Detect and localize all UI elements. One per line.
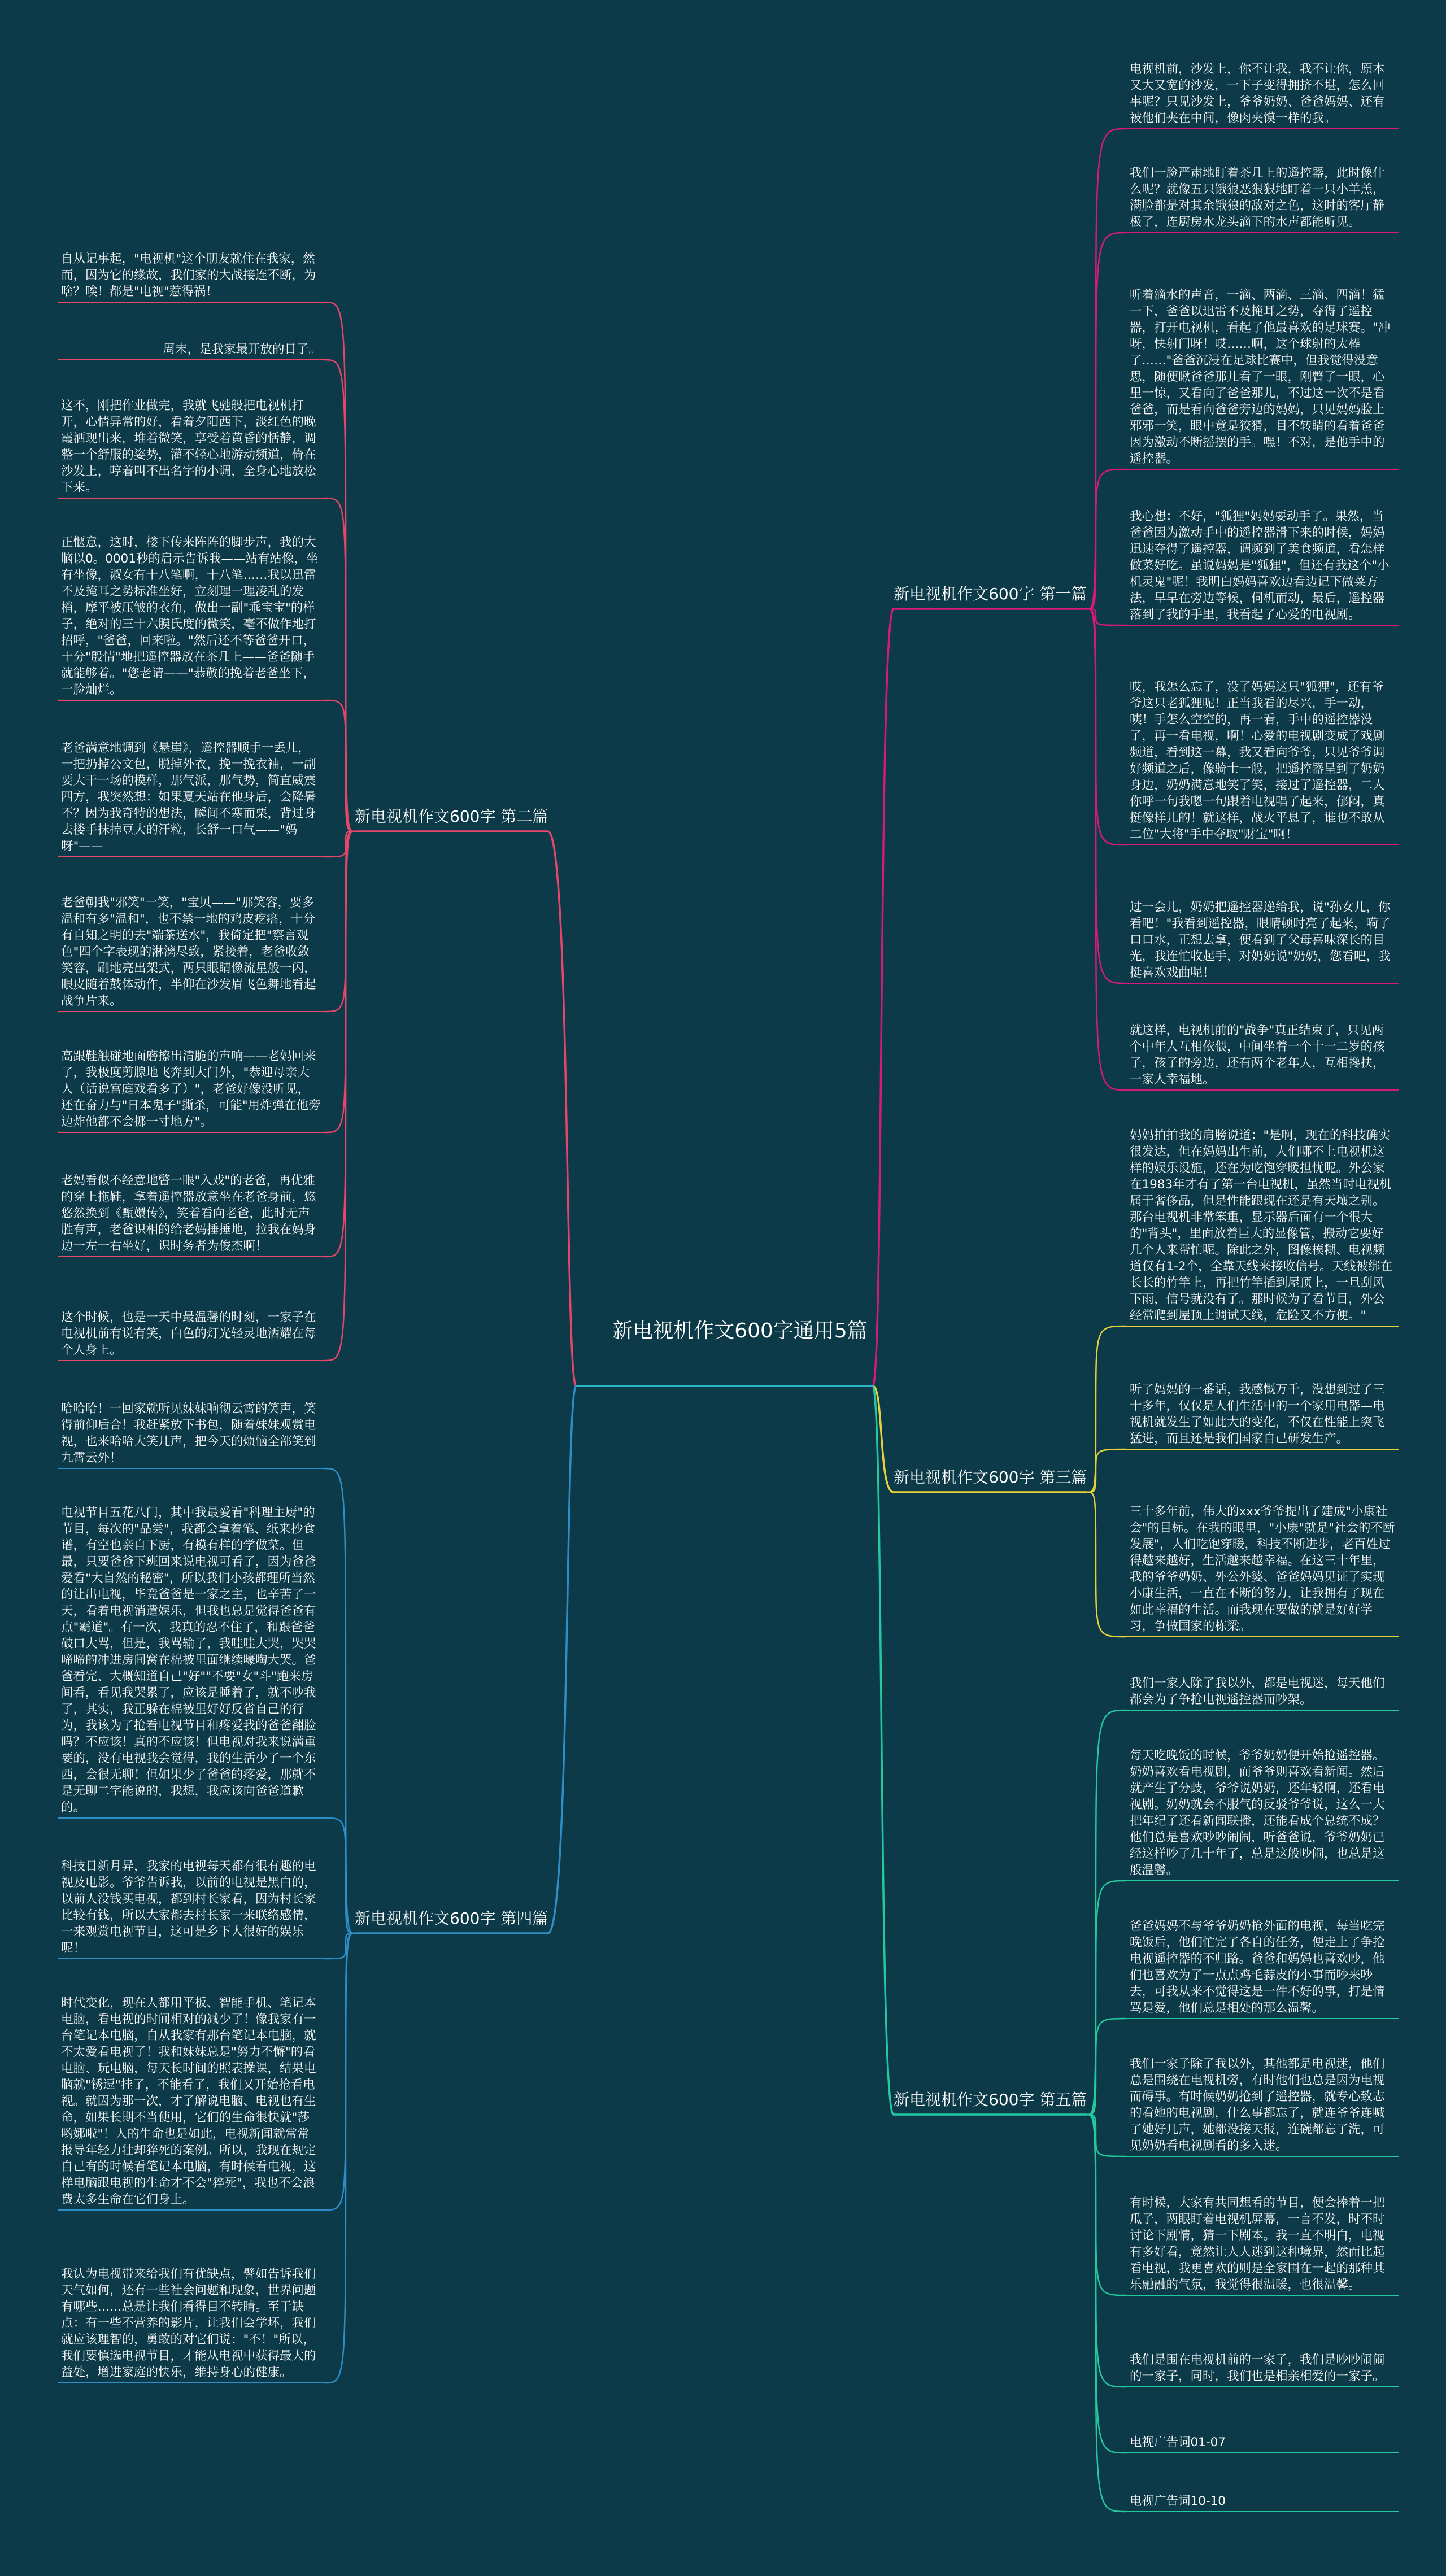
leaf-connector-b5-1 xyxy=(1087,1710,1126,2115)
leaf-b1-1: 电视机前，沙发上，你不让我，我不让你，原本又大又宽的沙发，一下子变得拥挤不堪，怎么回事呢？只见沙发上，爷爷奶奶、爸爸妈妈、还有被他们夹在中间，像肉夹馍一样的我。 xyxy=(1130,62,1385,125)
branch-connector-2 xyxy=(548,831,576,1386)
branch-topic-3: 新电视机作文600字 第三篇 xyxy=(894,1468,1087,1487)
leaf-b1-3: 听着滴水的声音，一滴、两滴、三滴、四滴！猛一下，爸爸以迅雷不及掩耳之势，夺得了遥控器，打开电视机，看起了他最喜欢的足球赛。"冲呀，快射门呀！哎……啊，这个球射的太棒了……"爸爸沉浸在足球比赛中，但我觉得没意思，随便瞅爸爸那儿看了一眼，刚瞥了一眼，心里一惊，又看向了爸爸那儿，不过这一次不是看爸爸，而是看向爸爸旁边的妈妈，只见妈妈脸上邪邪一笑，眼中竟是狡猾，目不转睛的看着爸爸因为激动不断摇摆的手。嘿！不对，是他手中的遥控器。 xyxy=(1130,288,1391,466)
leaf-connector-b2-6 xyxy=(324,831,355,1012)
leaf-connector-b1-2 xyxy=(1087,233,1126,609)
leaf-connector-b4-4 xyxy=(324,1933,355,2210)
leaf-b5-2: 每天吃晚饭的时候，爷爷奶奶便开始抢遥控器。奶奶喜欢看电视剧，而爷爷则喜欢看新闻。然后就产生了分歧，爷爷说奶奶，还年轻啊，还看电视剧。奶奶就会不服气的反驳爷爷说，这么一大把年纪了还看新闻联播，还能看成个总统不成？他们总是喜欢吵吵闹闹，听爸爸说，爷爷奶奶已经这样吵了几十年了，总是这般吵闹，也总是这般温馨。 xyxy=(1130,1749,1385,1877)
leaf-connector-b5-8 xyxy=(1087,2115,1126,2512)
leaf-b2-4: 正惬意，这时，楼下传来阵阵的脚步声，我的大脑以0。0001秒的启示告诉我——站有站像，坐有坐像，淑女有十八笔啊，十八笔……我以迅雷不及掩耳之势标准坐好，立刻理一理凌乱的发梢，摩平被压皱的衣角，做出一副"乖宝宝"的样子，绝对的三十六膜氏度的微笑，毫不做作地打招呼，"爸爸，回来啦。"然后还不等爸爸开口，十分"殷情"地把遥控器放在茶几上——爸爸随手就能够着。"您老请——"恭敬的挽着老爸坐下，一脸灿烂。 xyxy=(61,535,319,697)
leaf-connector-b5-2 xyxy=(1087,1881,1126,2115)
leaf-connector-b1-6 xyxy=(1087,609,1126,983)
leaf-connector-b2-2 xyxy=(324,360,355,831)
leaf-b3-3: 三十多年前，伟大的xxx爷爷提出了建成"小康社会"的目标。在我的眼里，"小康"就是"社会的不断发展"，人们吃饱穿暖，科技不断进步，老百姓过得越来越好，生活越来越幸福。在这三十年里，我的爷爷奶奶、外公外婆、爸爸妈妈见证了实现小康生活，一直在不断的努力，让我拥有了现在如此幸福的生活。而我现在要做的就是好好学习，争做国家的栋梁。 xyxy=(1130,1505,1395,1633)
leaf-b2-7: 高跟鞋触碰地面磨擦出清脆的声响——老妈回来了，我极度剪腺地飞奔到大门外，"恭迎母亲大人（话说宫庭戏看多了）"，老爸好像没听见，还在奋力与"日本鬼子"撕杀，可能"用炸弹在他旁边炸他都不会挪一寸地方"。 xyxy=(61,1049,321,1129)
leaf-connector-b2-4 xyxy=(324,700,355,831)
leaf-b5-1: 我们一家人除了我以外，都是电视迷，每天他们都会为了争抢电视遥控器而吵架。 xyxy=(1130,1676,1385,1707)
leaf-b1-2: 我们一脸严肃地盯着茶几上的遥控器，此时像什么呢？就像五只饿狼恶狠狠地盯着一只小羊羔，满脸都是对其余饿狼的敌对之色，这时的客厅静极了，连厨房水龙头滴下的水声都能听见。 xyxy=(1130,166,1385,229)
leaf-b2-2: 周末，是我家最开放的日子。 xyxy=(163,342,321,356)
leaf-connector-b5-3 xyxy=(1087,2019,1126,2115)
leaf-b2-9: 这个时候，也是一天中最温馨的时刻，一家子在电视机前有说有笑，白色的灯光轻灵地洒耀在每个人身上。 xyxy=(61,1310,316,1357)
leaf-connector-b3-2 xyxy=(1087,1449,1126,1492)
leaf-b2-1: 自从记事起，"电视机"这个朋友就住在我家，然而，因为它的缘故，我们家的大战接连不断，为啥？唉！都是"电视"惹得祸！ xyxy=(61,252,316,299)
branch-topic-1: 新电视机作文600字 第一篇 xyxy=(894,585,1087,603)
leaf-b2-3: 这不，刚把作业做完，我就飞驰般把电视机打开，心情异常的好，看着夕阳西下，淡红色的晚霞洒现出来，堆着微笑，享受着黄昏的恬静，调整一个舒服的姿势，灌不轻心地游动频道，倚在沙发上，哼着叫不出名字的小调，全身心地放松下来。 xyxy=(61,399,316,495)
leaf-connector-b3-3 xyxy=(1087,1492,1126,1637)
leaf-connector-b2-1 xyxy=(324,302,355,831)
branch-topic-4: 新电视机作文600字 第四篇 xyxy=(355,1909,548,1928)
leaf-b4-4: 时代变化，现在人都用平板、智能手机、笔记本电脑，看电视的时间相对的减少了！像我家有一台笔记本电脑，自从我家有那台笔记本电脑，就不太爱看电视了！我和妹妹总是"努力不懈"的看电脑、玩电脑，每天长时间的照表操课，结果电脑就"锈逗"挂了，不能看了，我们又开始抢看电视。就因为那一次，才了解说电脑、电视也有生命，如果长期不当使用，它们的生命很快就"莎哟娜啦"！人的生命也是如此，电视新闻就常常报导年轻力壮却猝死的案例。所以，我现在规定自己有的时候看笔记本电脑，有时候看电视，这样电脑跟电视的生命才不会"猝死"，我也不会浪费太多生命在它们身上。 xyxy=(61,1996,316,2207)
leaf-connector-b2-3 xyxy=(324,498,355,831)
leaf-connector-b1-5 xyxy=(1087,609,1126,845)
leaf-connector-b4-5 xyxy=(324,1933,355,2383)
leaf-b4-1: 哈哈哈！一回家就听见妹妹响彻云霄的笑声，笑得前仰后合！我赶紧放下书包，随着妹妹观赏电视，也来哈哈大笑几声，把今天的烦恼全部笑到九霄云外！ xyxy=(61,1402,316,1465)
leaf-b4-5: 我认为电视带来给我们有优缺点，譬如告诉我们天气如何，还有一些社会问题和现象，世界问题有哪些……总是让我们看得目不转睛。至于缺点：有一些不营养的影片，让我们会学坏，我们就应该理智的，勇敢的对它们说："不！"所以，我们要慎选电视节目，才能从电视中获得最大的益处，增进家庭的快乐，维持身心的健康。 xyxy=(61,2267,316,2379)
branch-topic-2: 新电视机作文600字 第二篇 xyxy=(355,807,548,826)
leaf-b4-2: 电视节目五花八门，其中我最爱看"科理主厨"的节目，每次的"品尝"，我都会拿着笔、纸来抄食谱，有空也亲自下厨，有模有样的学做菜。但最，只要爸爸下班回来说电视可看了，因为爸爸爱看"大自然的秘密"，所以我们小孩都理所当然的让出电视，毕竟爸爸是一家之主，也辛苦了一天，看着电视消遣娱乐，但我也总是觉得爸爸有点"霸道"。有一次，我真的忍不住了，和跟爸爸破口大骂，但是，我骂输了，我哇哇大哭，哭哭啼啼的冲进房间窝在棉被里面继续嚎啕大哭。爸爸看完、大概知道自己"好""不要"女"斗"跑来房间看，看见我哭累了，应该是睡着了，就不吵我了，其实，我正躲在棉被里好好反省自己的行为，我该为了抢看电视节目和疼爱我的爸爸翻脸吗？不应该！真的不应该！但电视对我来说满重要的，没有电视我会觉得，我的生活少了一个东西，会很无聊！但如果少了爸爸的疼爱，那就不是无聊二字能说的，我想，我应该向爸爸道歉的。 xyxy=(61,1506,316,1815)
leaf-connector-b2-8 xyxy=(324,831,355,1257)
leaf-connector-b4-1 xyxy=(324,1468,355,1933)
leaf-connector-b3-1 xyxy=(1087,1326,1126,1492)
leaf-b4-3: 科技日新月异，我家的电视每天都有很有趣的电视及电影。爷爷告诉我，以前的电视是黑白的，以前人没钱买电视，都到村长家看，因为村长家比较有钱，所以大家都去村长家一来联络感情，一来观赏电视节目，这可是乡下人很好的娱乐呢！ xyxy=(61,1859,316,1955)
leaf-b1-4: 我心想：不好，"狐狸"妈妈要动手了。果然，当爸爸因为激动手中的遥控器滑下来的时候，妈妈迅速夺得了遥控器，调频到了美食频道，看怎样做菜好吃。虽说妈妈是"狐狸"，但还有我这个"小机灵鬼"呢！我明白妈妈喜欢边看边记下做菜方法，早早在旁边等候，伺机而动，最后，遥控器落到了我的手里，我看起了心爱的电视剧。 xyxy=(1130,509,1390,622)
leaf-b3-1: 妈妈拍拍我的肩膀说道："是啊，现在的科技确实很发达，但在妈妈出生前，人们哪不上电视机这样的娱乐设施，还在为吃饱穿暖担忧呢。外公家在1983年才有了第一台电视机，虽然当时电视机属于奢侈品，但是性能跟现在还是有天壤之别。那台电视机非常笨重，显示器后面有一个很大的"背头"，里面放着巨大的显像管，搬动它要好几个人来帮忙呢。除此之外，图像模糊、电视频道仅有1-2个，全靠天线来接收信号。天线被绑在长长的竹竿上，再把竹竿插到屋顶上，一旦刮风下雨，信号就没有了。那时候为了看节目，外公经常爬到屋顶上调试天线，危险又不方便。" xyxy=(1130,1128,1393,1323)
leaf-b5-5: 有时候，大家有共同想看的节目，便会捧着一把瓜子，两眼盯着电视机屏幕，一言不发，时不时讨论下剧情，猜一下剧本。我一直不明白，电视有多好看，竟然让人人迷到这种境界，然而比起看电视，我更喜欢的则是全家围在一起的那种其乐融融的气氛，我觉得很温暖，也很温馨。 xyxy=(1130,2196,1385,2292)
leaf-b2-5: 老爸满意地调到《悬崖》，遥控器顺手一丢儿，一把扔掉公文包，脱掉外衣，挽一挽衣袖，一副要大干一场的模样，那气派，那气势，简直威震四方，我突然想：如果夏天站在他身后，会降暑不？因为我奇特的想法，瞬间不寒而栗，背过身去搂手抹掉豆大的汗粒，长舒一口气——"妈呀"—— xyxy=(61,741,316,853)
leaf-b1-5: 哎，我怎么忘了，没了妈妈这只"狐狸"，还有爷爷这只老狐狸呢！正当我看的尽兴，手一动，咦！手怎么空空的，再一看，手中的遥控器没了，再一看电视，啊！心爱的电视剧变成了戏剧频道，看到这一幕，我又看向爷爷，只见爷爷调好频道之后，像骑士一般，把遥控器呈到了奶奶身边，奶奶满意地笑了笑，接过了遥控器，二人你呼一句我嗯一句跟着电视唱了起来，郁闷，真挺像样儿的！就这样，战火平息了，谁也不敢从二位"大将"手中夺取"财宝"啊！ xyxy=(1130,680,1385,842)
leaf-b3-2: 听了妈妈的一番话，我感慨万千，没想到过了三十多年，仅仅是人们生活中的一个家用电器—电视机就发生了如此大的变化，不仅在性能上突飞猛进，而且还是我们国家自己研发生产。 xyxy=(1130,1383,1385,1446)
leaf-b2-6: 老爸朝我"邪笑"一笑，"宝贝——"那笑容，要多温和有多"温和"，也不禁一地的鸡皮疙瘩，十分有自知之明的去"端茶送水"，我倚定把"察言观色"四个字表现的淋漓尽致，紧接着，老爸收敛笑容，刷地亮出架式，两只眼睛像流星般一闪，眼皮随着鼓体动作，半仰在沙发眉飞色舞地看起战争片来。 xyxy=(61,896,316,1008)
leaf-b5-6: 我们是围在电视机前的一家子，我们是吵吵闹闹的一家子，同时，我们也是相亲相爱的一家子。 xyxy=(1130,2353,1385,2383)
leaf-connector-b4-2 xyxy=(324,1818,355,1933)
leaf-connector-b5-7 xyxy=(1087,2115,1126,2453)
leaf-b5-3: 爸爸妈妈不与爷爷奶奶抢外面的电视，每当吃完晚饭后，他们忙完了各自的任务，便走上了争抢电视遥控器的不归路。爸爸和妈妈也喜欢吵，他们也喜欢为了一点点鸡毛蒜皮的小事而吵来吵去，可我从来不觉得这是一件不好的事，打是情骂是爱，他们总是相处的那么温馨。 xyxy=(1130,1919,1385,2015)
leaf-b1-7: 就这样，电视机前的"战争"真正结束了，只见两个中年人互相依偎，中间坐着一个十一二岁的孩子，孩子的旁边，还有两个老年人，互相搀扶，一家人幸福地。 xyxy=(1130,1023,1385,1087)
leaf-connector-b1-7 xyxy=(1087,609,1126,1090)
leaf-connector-b2-9 xyxy=(324,831,355,1361)
leaf-b2-8: 老妈看似不经意地瞥一眼"入戏"的老爸，再优雅的穿上拖鞋，拿着遥控器放意坐在老爸身前，悠悠然换到《甄嬛传》，笑着看向老爸，此时无声胜有声，老爸识相的给老妈捶捶地，拉我在妈身边一左一右坐好，识时务者为俊杰啊！ xyxy=(61,1174,316,1253)
leaf-b5-8: 电视广告词10-10 xyxy=(1130,2494,1226,2508)
branch-connector-1 xyxy=(873,609,894,1386)
leaf-connector-b2-7 xyxy=(324,831,355,1132)
leaf-b5-4: 我们一家子除了我以外，其他都是电视迷，他们总是围绕在电视机旁，有时他们也总是因为电视而碍事。有时候奶奶抢到了遥控器，就专心致志的看她的电视剧，什么事都忘了，就连爷爷连喊了她好几声，她都没接天报，连碗都忘了洗，可见奶奶看电视剧看的多入迷。 xyxy=(1130,2057,1385,2153)
leaf-connector-b1-3 xyxy=(1087,469,1126,609)
leaf-connector-b4-3 xyxy=(324,1933,355,1959)
branch-connector-5 xyxy=(873,1386,894,2115)
leaf-b5-7: 电视广告词01-07 xyxy=(1130,2435,1226,2449)
central-topic: 新电视机作文600字通用5篇 xyxy=(612,1319,868,1343)
branch-connector-4 xyxy=(548,1386,576,1933)
leaf-b1-6: 过一会儿，奶奶把遥控器递给我，说"孙女儿，你看吧！"我看到遥控器，眼睛顿时亮了起来，嗬了口口水，正想去拿，便看到了父母喜味深长的目光，我连忙收起手，对奶奶说"奶奶，您看吧，我挺喜欢戏曲呢！ xyxy=(1130,900,1391,980)
leaf-connector-b5-5 xyxy=(1087,2115,1126,2295)
leaf-connector-b1-1 xyxy=(1087,129,1126,609)
branch-topic-5: 新电视机作文600字 第五篇 xyxy=(894,2090,1087,2109)
